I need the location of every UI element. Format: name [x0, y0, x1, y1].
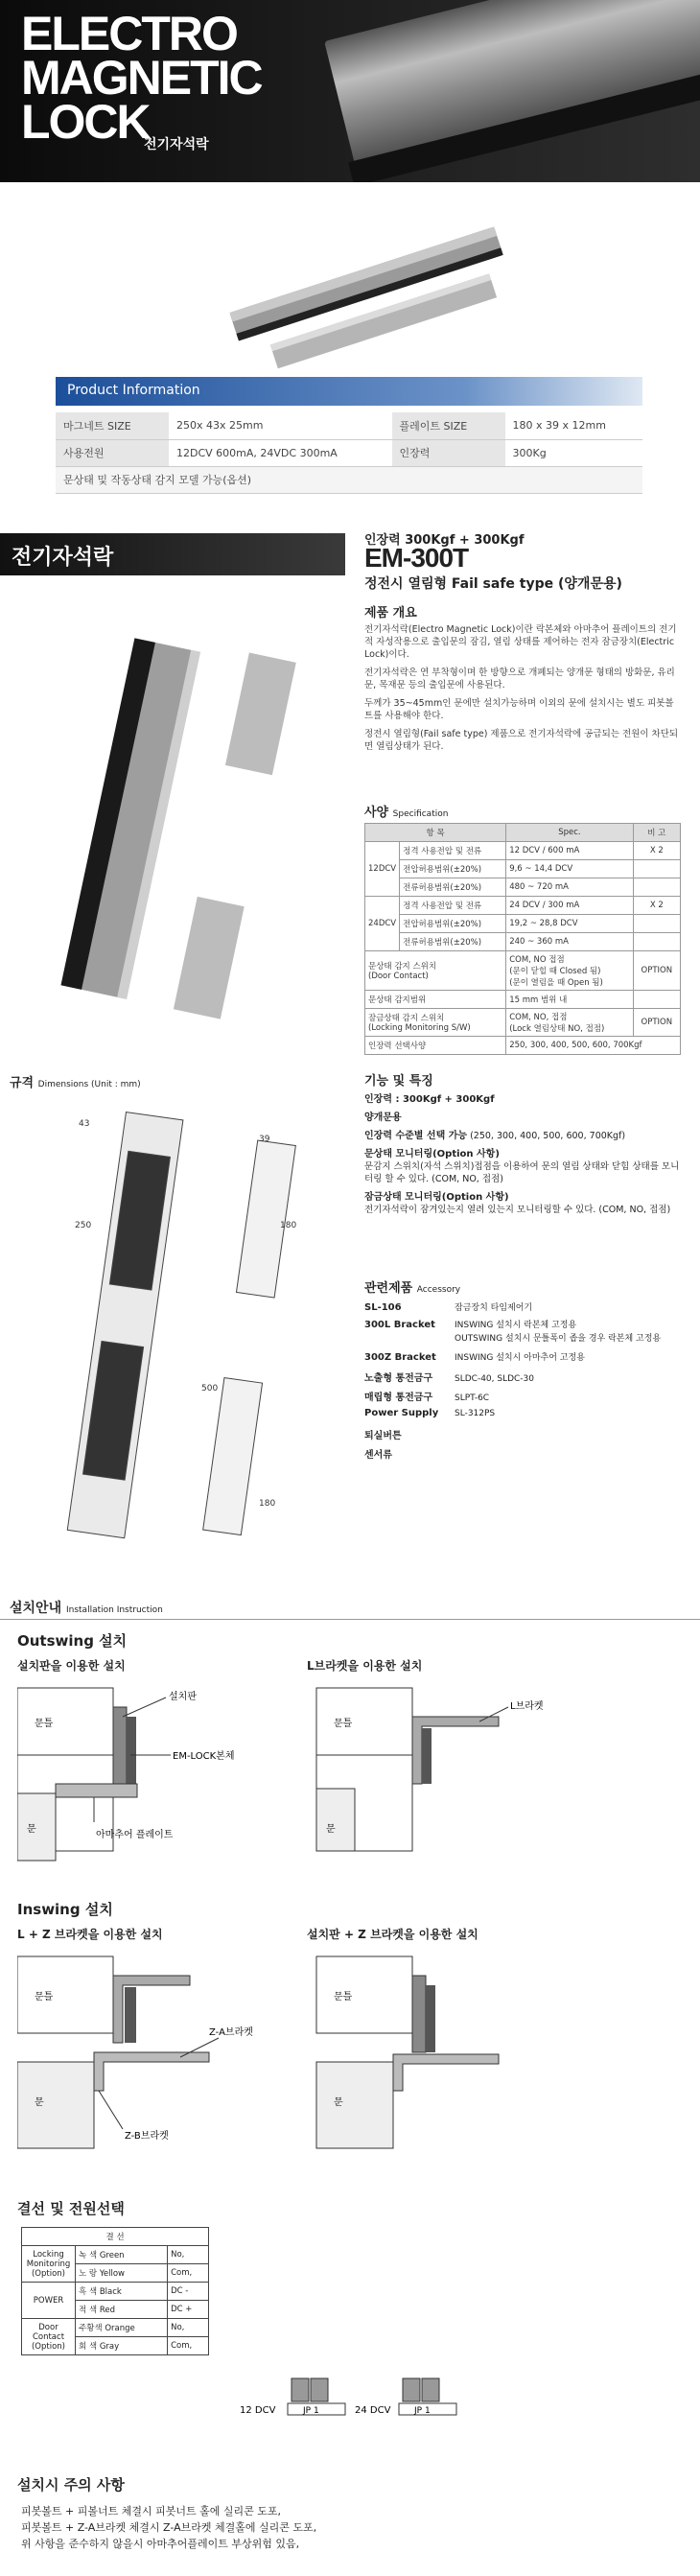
spec-note [633, 991, 680, 1009]
table-note: 문상태 및 작동상태 감지 모델 가능(옵션) [56, 466, 642, 493]
table-row [365, 1009, 681, 1037]
frame-label: 문틀 [35, 1992, 54, 2002]
caution-line: 피봇볼트 + Z-A브라켓 체결시 Z-A브라켓 체결홀에 실리콘 도포, [21, 2521, 317, 2534]
spec-value: COM, NO, 접점 (Lock 열림상태 NO, 접점) [506, 1009, 633, 1037]
zb-label: Z-B브라켓 [125, 2131, 169, 2142]
spec-item: 전류허용범위(±20%) [400, 933, 506, 951]
feature-title: 양개문용 [364, 1112, 402, 1123]
inswing-plate-z-title: 설치판 + Z 브라켓을 이용한 설치 [307, 1928, 478, 1941]
spec-value: 19,2 ~ 28,8 DCV [506, 915, 633, 933]
accessory-name: Power Supply [364, 1408, 439, 1418]
spec-table [364, 823, 681, 1055]
feature-desc: (250, 300, 400, 500, 600, 700Kgf) [470, 1131, 626, 1141]
overview-paragraph: 전기자석락(Electro Magnetic Lock)이란 락본체와 아마추어 플레이트의 전기적 자성작용으로 출입문의 잠김, 열림 상태를 제어하는 전자 잠금장치(Electric Lock)이다. [364, 624, 677, 660]
table-row [365, 897, 681, 915]
wire-signal: DC - [168, 2283, 209, 2301]
wire-color: 흑 색 Black [76, 2283, 168, 2301]
wire-signal: No, [168, 2319, 209, 2337]
accessory-desc: INSWING 설치시 락본체 고정용 [455, 1321, 577, 1330]
spec-value: 250, 300, 400, 500, 600, 700Kgf [506, 1037, 681, 1055]
table-row [56, 466, 642, 493]
spec-value: 9,6 ~ 14,4 DCV [506, 860, 633, 878]
accessory-name: 퇴실버튼 [364, 1431, 402, 1441]
capacity: 인장력 300Kgf + 300Kgf [364, 533, 525, 548]
outswing-lbracket-title: L브라켓을 이용한 설치 [307, 1659, 423, 1673]
frame-label: 문틀 [35, 1719, 54, 1729]
table-row [365, 915, 681, 933]
table-row [365, 824, 681, 842]
dim-label: 250 [75, 1221, 92, 1230]
feature-title: 잠금상태 모니터링(Option 사항) [364, 1192, 509, 1203]
dim-label: 180 [259, 1499, 276, 1509]
accessory-heading [364, 1277, 460, 1296]
inswing-plate-z-diagram [307, 1947, 585, 2158]
spec-value: 480 ~ 720 mA [506, 878, 633, 897]
feature-title: 문상태 모니터링(Option 사항) [364, 1149, 500, 1159]
table-value: 250x 43x 25mm [169, 412, 392, 439]
spec-note [633, 878, 680, 897]
table-header: 항 목 [365, 824, 506, 842]
armature-label: 아마추어 플레이트 [96, 1830, 174, 1840]
outswing-heading: Outswing 설치 [17, 1632, 128, 1650]
dim-label: 500 [201, 1384, 219, 1393]
caution-line: 위 사항을 준수하지 않을시 아마추어플레이트 부상위험 있음, [21, 2538, 300, 2550]
accessory-heading-ko: 관련제품 [364, 1281, 413, 1296]
list-item [364, 1446, 690, 1462]
jumper-12v-label: 12 DCV [240, 2405, 276, 2416]
wire-color: 노 랑 Yellow [76, 2264, 168, 2283]
wire-color: 회 색 Gray [76, 2337, 168, 2355]
spec-item: 전압허용범위(±20%) [400, 860, 506, 878]
spec-item: 문상태 감지범위 [365, 991, 506, 1009]
overview-heading: 제품 개요 [364, 606, 417, 621]
spec-value: 12 DCV / 600 mA [506, 842, 633, 860]
overview-paragraph: 전기자석락은 연 부착형이며 한 방향으로 개폐되는 양개문 형태의 방화문, 유리문, 목재문 등의 출입문에 사용된다. [364, 667, 675, 691]
accessory-desc: SLDC-40, SLDC-30 [455, 1374, 535, 1384]
door-label: 문 [326, 1824, 336, 1835]
spec-value: 240 ~ 360 mA [506, 933, 633, 951]
jumper-24v-label: 24 DCV [355, 2405, 391, 2416]
accessory-desc: INSWING 설치시 아마추어 고정용 [455, 1353, 585, 1363]
spec-note: OPTION [633, 1009, 680, 1037]
table-row [22, 2319, 209, 2337]
hero-subtitle: 전기자석락 [144, 137, 209, 152]
spec-item: 문상태 감지 스위치 (Door Contact) [365, 951, 506, 991]
lbracket-label: L브라켓 [510, 1701, 544, 1712]
wire-color: 녹 색 Green [76, 2246, 168, 2264]
wire-color: 주황색 Orange [76, 2319, 168, 2337]
product-type: 정전시 열림형 Fail safe type (양개문용) [364, 576, 622, 592]
table-header: Spec. [506, 824, 633, 842]
inswing-lz-title: L + Z 브라켓을 이용한 설치 [17, 1928, 163, 1941]
accessory-name: 노출형 통전금구 [364, 1373, 433, 1384]
spec-group: 24DCV [365, 897, 400, 951]
wiring-table [21, 2227, 209, 2355]
table-value: 180 x 39 x 12mm [505, 412, 643, 439]
spec-item: 전류허용범위(±20%) [400, 878, 506, 897]
table-row [22, 2228, 209, 2246]
table-key: 사용전원 [56, 439, 169, 466]
accessory-heading-en: Accessory [416, 1285, 461, 1295]
install-heading-en: Installation Instruction [65, 1605, 163, 1615]
wire-signal: Com, [168, 2264, 209, 2283]
table-row [365, 860, 681, 878]
caution-heading: 설치시 주의 사항 [17, 2476, 125, 2494]
spec-heading [364, 802, 448, 820]
hero-title-line: ELECTRO [21, 7, 237, 60]
feature-title: 인장력 수준별 선택 가능 [364, 1131, 468, 1141]
accessory-name: 매립형 통전금구 [364, 1393, 433, 1403]
inswing-lz-diagram [17, 1947, 286, 2158]
list-item [364, 1427, 690, 1442]
hero-title-line: LOCK [21, 95, 150, 149]
table-row [56, 412, 642, 439]
wire-signal: No, [168, 2246, 209, 2264]
jumper-diagram [230, 2369, 479, 2436]
table-row [365, 933, 681, 951]
list-item [364, 1350, 690, 1366]
outswing-plate-title: 설치판을 이용한 설치 [17, 1659, 126, 1673]
spec-note: X 2 [633, 842, 680, 860]
list-item [364, 1389, 690, 1404]
features-list [364, 1093, 686, 1216]
product-info-table [56, 412, 642, 494]
wire-color: 적 색 Red [76, 2301, 168, 2319]
product-info-heading: Product Information [56, 377, 642, 406]
inswing-heading: Inswing 설치 [17, 1901, 113, 1918]
spec-note [633, 933, 680, 951]
overview-paragraph: 정전시 열림형(Fail safe type) 제품으로 전기자석락에 공급되는 전원이 차단되면 열림상태가 된다. [364, 729, 679, 752]
dim-label: 39 [259, 1135, 270, 1144]
caution-text [21, 2503, 316, 2552]
spec-item: 잠금상태 감지 스위치 (Locking Monitoring S/W) [365, 1009, 506, 1037]
spec-heading-ko: 사양 [364, 806, 389, 820]
table-row [365, 878, 681, 897]
feature-desc: 전기자석락이 잠겨있는지 열려 있는지 모니터링할 수 있다. (COM, NO, 접점) [364, 1205, 671, 1215]
accessory-desc: OUTSWING 설치시 문틀폭이 좁을 경우 락본체 고정용 [455, 1334, 662, 1344]
wire-group: POWER [22, 2283, 76, 2319]
plate-label: 설치판 [169, 1692, 197, 1702]
wire-signal: Com, [168, 2337, 209, 2355]
lock-illustration [29, 633, 336, 1026]
spec-item: 정격 사용전압 및 전류 [400, 897, 506, 915]
spec-group: 12DCV [365, 842, 400, 897]
door-label: 문 [334, 2097, 343, 2108]
table-header: 비 고 [633, 824, 680, 842]
wire-group: Locking Monitoring (Option) [22, 2246, 76, 2283]
install-heading [10, 1598, 163, 1617]
door-label: 문 [27, 1824, 36, 1835]
divider [0, 1619, 700, 1620]
dim-label: 180 [280, 1221, 297, 1230]
spec-value: COM, NO 접점 (문이 닫힐 때 Closed 됨) (문이 열림을 때 Open 됨) [506, 951, 633, 991]
list-item [364, 1300, 690, 1316]
dimension-drawing [19, 1103, 345, 1563]
frame-label: 문틀 [334, 1719, 353, 1729]
spec-heading-en: Specification [392, 809, 449, 819]
accessory-name: 300L Bracket [364, 1320, 435, 1330]
install-heading-ko: 설치안내 [10, 1601, 62, 1616]
jumper-label: JP 1 [303, 2406, 319, 2416]
accessory-desc: 잠금장치 타임제어기 [455, 1303, 533, 1313]
features-heading: 기능 및 특징 [364, 1074, 433, 1089]
model-name: EM-300T [364, 543, 469, 573]
table-row [365, 842, 681, 860]
product-photo [221, 216, 518, 369]
table-row [22, 2283, 209, 2301]
frame-label: 문틀 [334, 1992, 353, 2002]
list-item [364, 1331, 690, 1347]
accessory-name: 300Z Bracket [364, 1352, 436, 1363]
outswing-plate-diagram [17, 1678, 286, 1870]
wire-group: Door Contact (Option) [22, 2319, 76, 2355]
overview-text [364, 623, 681, 753]
dimensions-heading-en: Dimensions (Unit : mm) [37, 1080, 141, 1089]
wire-signal: DC + [168, 2301, 209, 2319]
list-item [364, 1370, 690, 1385]
spec-value: 24 DCV / 300 mA [506, 897, 633, 915]
table-key: 인장력 [392, 439, 505, 466]
table-header: 결 선 [22, 2228, 209, 2246]
hero-banner [0, 0, 700, 182]
outswing-lbracket-diagram [307, 1678, 585, 1870]
jumper-label: JP 1 [414, 2406, 431, 2416]
door-label: 문 [35, 2097, 44, 2108]
overview-paragraph: 두께가 35~45mm인 문에만 설치가능하며 이외의 문에 설치시는 별도 피봇볼트를 사용해야 한다. [364, 698, 674, 721]
accessory-name: 센서류 [364, 1450, 392, 1461]
dimensions-heading-ko: 규격 [10, 1076, 35, 1090]
table-row [56, 439, 642, 466]
spec-item: 전압허용범위(±20%) [400, 915, 506, 933]
spec-value: 15 mm 범위 내 [506, 991, 633, 1009]
table-row [365, 951, 681, 991]
table-key: 플레이트 SIZE [392, 412, 505, 439]
dim-label: 43 [79, 1119, 90, 1129]
accessory-name: SL-106 [364, 1302, 402, 1313]
body-label: EM-LOCK본체 [173, 1751, 235, 1762]
spec-note: X 2 [633, 897, 680, 915]
spec-item: 인장력 선택사양 [365, 1037, 506, 1055]
feature-title: 인장력 : 300Kgf + 300Kgf [364, 1094, 495, 1105]
table-row [365, 991, 681, 1009]
product-banner: 전기자석락 [0, 533, 345, 575]
table-value: 300Kg [505, 439, 643, 466]
table-row [365, 1037, 681, 1055]
accessory-desc: SL-312PS [455, 1409, 496, 1418]
list-item [364, 1408, 690, 1423]
spec-note [633, 915, 680, 933]
dimensions-heading [10, 1072, 141, 1090]
za-label: Z-A브라켓 [209, 2027, 253, 2038]
caution-line: 피봇볼트 + 피볼너트 체결시 피봇너트 홀에 실리콘 도포, [21, 2505, 281, 2517]
spec-item: 정격 사용전압 및 전류 [400, 842, 506, 860]
table-key: 마그네트 SIZE [56, 412, 169, 439]
table-row [22, 2246, 209, 2264]
accessory-desc: SLPT-6C [455, 1393, 490, 1403]
spec-note: OPTION [633, 951, 680, 991]
table-value: 12DCV 600mA, 24VDC 300mA [169, 439, 392, 466]
wiring-heading: 결선 및 전원선택 [17, 2200, 125, 2217]
feature-desc: 문감지 스위치(자석 스위치)접점을 이용하여 문의 열림 상태와 닫힘 상태를 모니터링 할 수 있다. (COM, NO, 접점) [364, 1161, 680, 1184]
hero-title-line: MAGNETIC [21, 51, 262, 105]
spec-note [633, 860, 680, 878]
